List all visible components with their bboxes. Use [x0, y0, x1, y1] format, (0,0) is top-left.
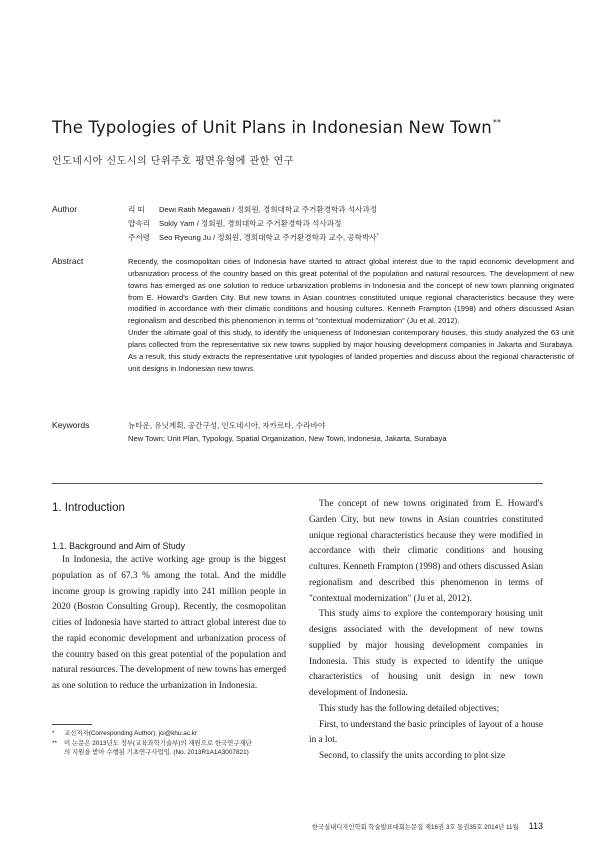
- abstract-label: Abstract: [52, 256, 84, 266]
- paper-subtitle-korean: 인도네시아 신도시의 단위주호 평면유형에 관한 연구: [52, 156, 294, 167]
- body-paragraph: Second, to classify the units according to plot size: [319, 751, 506, 761]
- author-detail: Dewi Ratih Megawati / 정회원, 경희대학교 주거환경학과 석사과정: [159, 205, 378, 214]
- paper-title: The Typologies of Unit Plans in Indonesian New Town**: [52, 118, 502, 137]
- abstract-paragraph: Recently, the cosmopolitan cities of Indonesia have started to attract global interest due to the rapid economic development and urbanization process of the country based on this great potential of the population and natural resources. The development of new towns has emerged as one solution to reduce urbanization problems in Indonesia and the concept of new town planning originated from E. Howard's Garden City. But new towns in Asian countries constituted unique regional characteristics because they were modified in accordance with their climatic conditions and housing cultures. Kenneth Frampton (1998) and others discussed Asian regionalism and described this phenomenon in terms of "contextual modernization" (Ju et al, 2012).: [128, 257, 574, 326]
- body-column-right: [309, 497, 543, 765]
- footnote: [52, 729, 292, 738]
- corresponding-author-mark: *: [376, 233, 379, 239]
- page-number: 113: [528, 821, 543, 831]
- footnote: [52, 739, 292, 757]
- body-paragraph: First, to understand the basic principles of layout of a house in a lot.: [309, 719, 543, 746]
- author-korean-name: 리 띠: [128, 205, 145, 214]
- keywords-korean: 뉴타운, 유닛계획, 공간구성, 인도네시아, 자카르타, 수라바야: [128, 421, 326, 430]
- author-korean-name: 주서령: [128, 233, 151, 242]
- body-column-left: [52, 553, 286, 695]
- footnote-rule: [52, 724, 92, 725]
- divider-rule: [52, 483, 543, 484]
- body-paragraph: In Indonesia, the active working age group is the biggest population as of 67.3 % among the total. And the middle income group is growing rapidly into 241 million people in 2020 (Boston Consulting Group). Recently, the cosmopolitan cities of Indonesia have started to attract global interest due to the rapid economic development and urbanization process of the country based on this great potential of the population and natural resources. The development of new towns has emerged as one solution to reduce the urbanization in Indonesia.: [52, 555, 286, 691]
- body-paragraph: This study has the following detailed objectives;: [319, 703, 500, 714]
- author-detail: Sokly Yam / 정회원, 경희대학교 주거환경학과 석사과정: [159, 219, 342, 228]
- footnote-text-continued: 의 지원을 받아 수행된 기초연구사업임. (No. 2013R1A1A3007821): [64, 749, 249, 756]
- author-row: [128, 218, 341, 229]
- abstract-body: [128, 256, 574, 374]
- footnote-text: 교신저자(Corresponding Author); jci@khu.ac.kr: [64, 730, 198, 737]
- author-row: [128, 232, 379, 243]
- journal-footer: [312, 821, 543, 831]
- author-detail: Seo Ryeung Ju / 정회원, 경희대학교 주거환경학과 교수, 공학박사: [159, 233, 377, 242]
- abstract-paragraph: Under the ultimate goal of this study, to identify the uniqueness of Indonesian contemporary houses, this study analyzed the 63 unit plans collected from the representative six new towns supplied by major housing development companies in Jakarta and Surabaya. As a result, this study extracts the representative unit typologies of landed properties and discuss about the regional characteristic of unit designs in Indonesian new towns.: [128, 328, 574, 373]
- body-paragraph: This study aims to explore the contemporary housing unit designs associated with the development of new towns supplied by major housing development companies in Indonesia. This study is expected to identify the unique characteristics of housing unit design in new town development of Indonesia.: [309, 609, 543, 698]
- author-label: Author: [52, 204, 78, 214]
- author-row: [128, 204, 377, 215]
- body-paragraph: The concept of new towns originated from E. Howard's Garden City, but new towns in Asian countries constituted unique regional characteristics because they were modified in accordance with their climatic conditions and housing cultures. Kenneth Frampton (1998) and others discussed Asian regionalism and described this phenomenon in terms of "contextual modernization" (Ju et al, 2012).: [309, 499, 543, 604]
- footnote-mark: *: [52, 730, 55, 737]
- journal-citation: 한국실내디자인학회 학술발표대회논문집 제16권 3호 통권35호 2014년 11월: [311, 824, 519, 831]
- subsection-heading: 1.1. Background and Aim of Study: [52, 541, 186, 551]
- section-heading: 1. Introduction: [52, 502, 125, 514]
- keywords-english: New Town; Unit Plan, Typology, Spatial Organization, New Town, Indonesia, Jakarta, Surabaya: [128, 434, 447, 443]
- keywords-label: Keywords: [52, 420, 90, 430]
- footnote-mark: **: [52, 740, 57, 747]
- author-korean-name: 얍속리: [128, 219, 151, 228]
- footnote-text: 이 논문은 2013년도 정부(교육과학기술부)의 재원으로 한국연구재단: [64, 740, 252, 747]
- title-footnote-mark: **: [492, 118, 502, 127]
